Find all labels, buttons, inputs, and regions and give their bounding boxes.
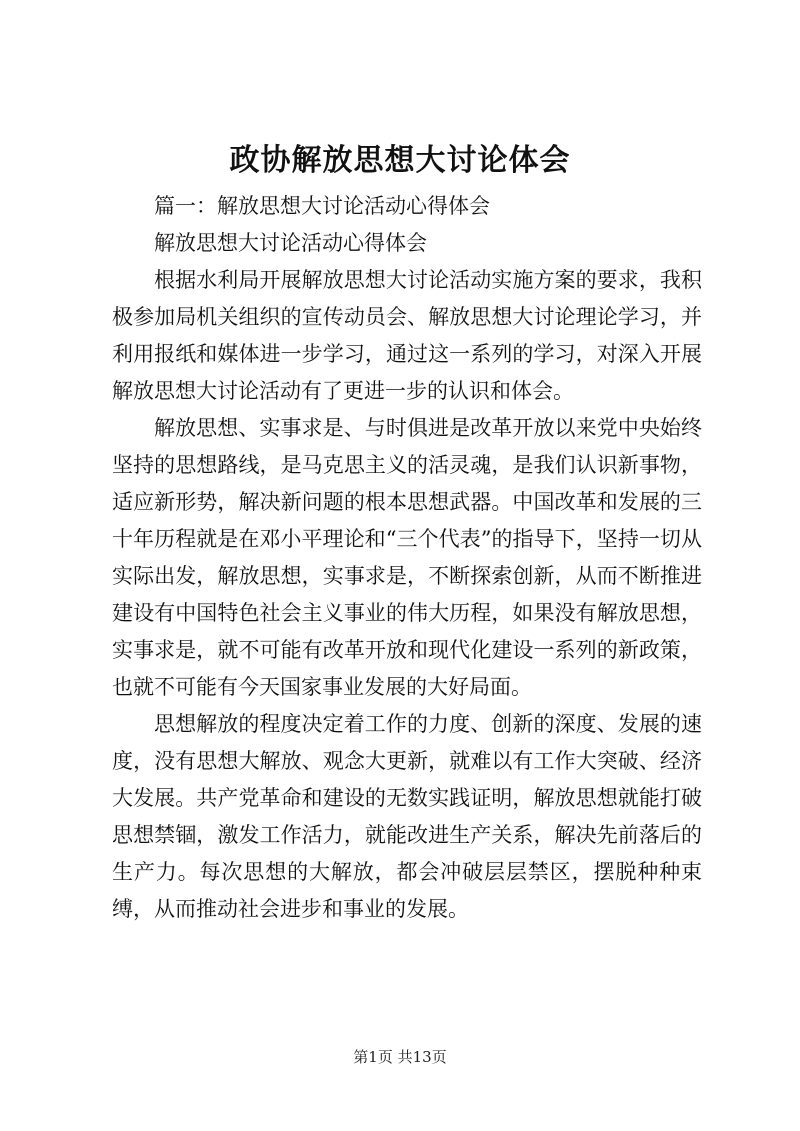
paragraph: 思想解放的程度决定着工作的力度、创新的深度、发展的速度，没有思想大解放、观念大更新，就难以有工作大突破、经济大发展。共产党革命和建设的无数实践证明，解放思想就能打破思想禁锢，激发工作活力，就能改进生产关系，解决先前落后的生产力。每次思想的大解放，都会冲破层层禁区，摆脱种种束缚，从而推动社会进步和事业的发展。 bbox=[112, 712, 702, 921]
subheading: 解放思想大讨论活动心得体会 bbox=[154, 231, 427, 255]
paragraph: 根据水利局开展解放思想大讨论活动实施方案的要求，我积极参加局机关组织的宣传动员会、解放思想大讨论理论学习，并利用报纸和媒体进一步学习，通过这一系列的学习，对深入开展解放思想大讨论活动有了更进一步的认识和体会。 bbox=[112, 268, 702, 403]
paragraph: 解放思想、实事求是、与时俱进是改革开放以来党中央始终坚持的思想路线，是马克思主义的活灵魂，是我们认识新事物，适应新形势，解决新问题的根本思想武器。中国改革和发展的三十年历程就是在邓小平理论和“三个代表”的指导下，坚持一切从实际出发，解放思想，实事求是，不断探索创新，从而不断推进建设有中国特色社会主义事业的伟大历程，如果没有解放思想，实事求是，就不可能有改革开放和现代化建设一系列的新政策，也就不可能有今天国家事业发展的大好局面。 bbox=[112, 416, 702, 699]
document-title: 政协解放思想大讨论体会 bbox=[229, 143, 571, 178]
section-heading: 篇一：解放思想大讨论活动心得体会 bbox=[154, 194, 490, 218]
page-footer: 第1页 共13页 bbox=[353, 1048, 447, 1066]
document-body bbox=[112, 188, 702, 928]
